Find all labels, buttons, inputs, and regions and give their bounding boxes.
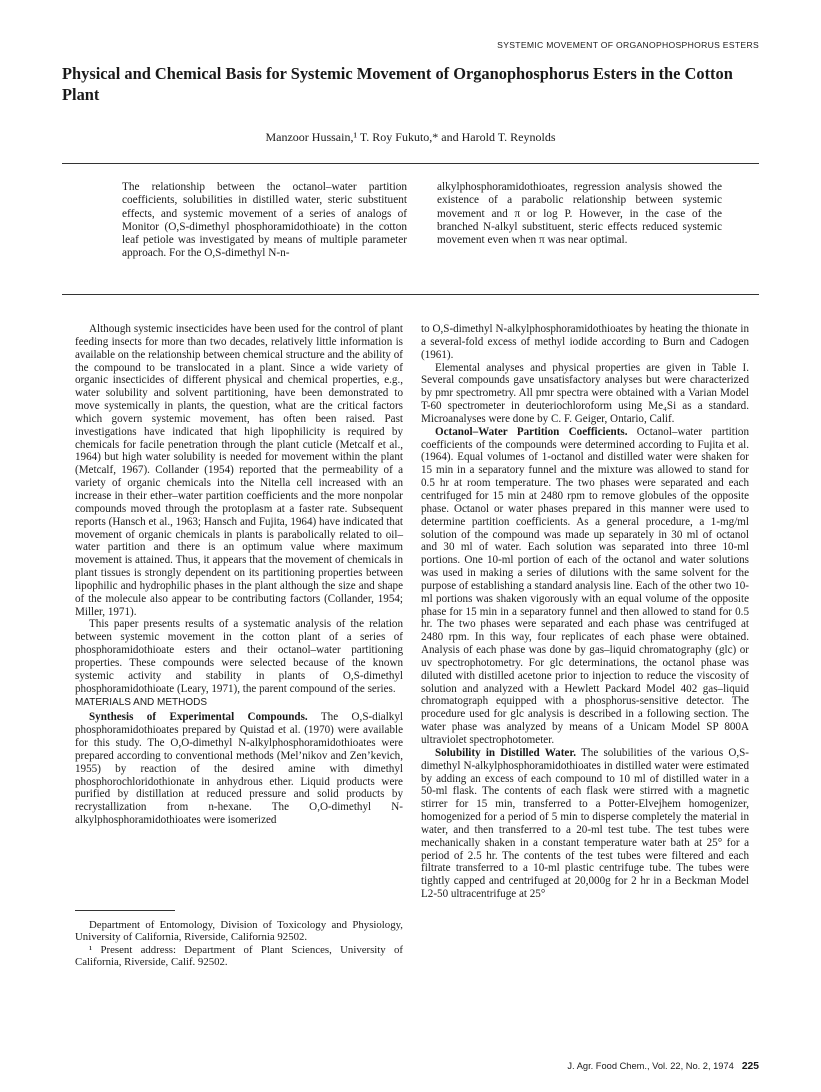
abstract-bottom-rule	[62, 294, 759, 295]
abstract-text-left: The relationship between the octanol–water partition coefficients, solubilities in distilled water, steric substituent effects, and systemic movement of a series of analogs of Monitor (O,S-dimethyl phosphoramidothioate) in the cotton leaf petiole was investigated by means of multiple parameter approach. For the O,S-dimethyl N-n-	[122, 181, 407, 260]
article-body	[75, 323, 749, 1043]
footnotes	[75, 910, 403, 969]
journal-citation: J. Agr. Food Chem., Vol. 22, No. 2, 1974	[567, 1061, 734, 1071]
body-column-right	[421, 323, 749, 1043]
paragraph-text: The solubilities of the various O,S-dimethyl N-alkylphosphoramidothioates in distilled water were estimated by adding an excess of each compound to 10 ml of distilled water in a 50-ml flask. The contents of each flask were stirred with a magnetic stirrer for 15 min, transferred to a Potter-Elvejhem homogenizer, homogenized for a period of 5 min to disperse completely the material in water, and then transferred to a 20-ml test tube. The test tubes were mechanically shaken in a constant temperature water bath at 25° for a period of 2.5 hr. The contents of the test tubes were filtered and each filtrate transferred to a 10-ml plastic centrifuge tube. The tubes were tightly capped and centrifuged at 20,000g for 2 hr in a Beckman Model L2-50 ultracentrifuge at 25°	[421, 746, 749, 901]
footnote-rule	[75, 910, 175, 911]
page-footer	[359, 1061, 759, 1072]
paragraph	[421, 747, 749, 901]
author-line: Manzoor Hussain,¹ T. Roy Fukuto,* and Harold T. Reynolds	[265, 130, 556, 144]
paragraph-text: Octanol–water partition coefficients of the compounds were determined according to Fujita et al. (1964). Equal volumes of 1-octanol and distilled water were shaken for 15 min in a separatory funnel and the mixture was allowed to stand for 0.5 hr at room temperature. The two phases were separated and each centrifuged for 15 min at 2480 rpm to remove globules of the opposite phase. Octanol or water phases prepared in this manner were used to determine partition coefficients. As a general procedure, a 1-mg/ml solution of the compound was made up separately in 30 ml of octanol and 30 ml of water. Each solution was separated into three 10-ml portions. One 10-ml portion of each of the octanol and water solutions was used in making a series of dilutions with the same solvent for the purpose of establishing a standard analysis line. Each of the other two 10-ml portions was shaken vigorously with an equal volume of the opposite phase for 15 min in a separatory funnel and then allowed to stand for 0.5 hr. The two phases were separated and each phase was centrifuged at 2480 rpm. In this way, four replicates of each phase were obtained. Analysis of each phase was done by gas–liquid chromatography (glc) or uv spectrophotometry. For glc determinations, the octanol phase was diluted with distilled acetone prior to injection to reduce the viscosity of solution and analyzed with a Hewlett Packard Model 402 gas–liquid chromatograph equipped with a phosphorus-sensitive detector. The procedure used for glc analysis is described in a following section. The water phase was analyzed by means of a Unicam Model SP 800A ultraviolet spectrophotometer.	[421, 425, 749, 746]
paragraph-text: The O,S-dialkyl phosphoramidothioates prepared by Quistad et al. (1970) were available for this study. The O,O-dimethyl N-alkylphosphoramidothioates were prepared according to conventional methods (Mel’nikov and Zen’kevich, 1955) by reaction of the desired amine with dimethyl phosphorochloridothionate in anhydrous ether. Liquid products were purified by distillation at reduced pressure and solid products by recrystallization from n-hexane. The O,O-dimethyl N-alkylphosphoramidothioates were isomerized	[75, 711, 403, 827]
page-number: 225	[741, 1061, 759, 1072]
abstract-right-column	[437, 181, 722, 261]
run-in-heading: Octanol–Water Partition Coefficients.	[435, 425, 628, 438]
body-column-left	[75, 323, 403, 1043]
paragraph	[75, 711, 403, 827]
paragraph: This paper presents results of a systematic analysis of the relation between systemic movement in the cotton plant of a series of phosphoramidothioate esters and their octanol–water partitioning properties. These compounds were selected because of the known systemic activity and stability in plants of O,S-dimethyl phosphoramidothioate (Leary, 1971), the parent compound of the series.	[75, 618, 403, 695]
paragraph: Although systemic insecticides have been used for the control of plant feeding insects for more than two decades, relatively little information is available on the relationship between chemical structure and the ability of the compound to be translocated in a plant. Since a wide variety of organic insecticides of different physical and chemical properties, e.g., water solubility and solvent partitioning, have been demonstrated to move systemically in plants, the question, what are the critical factors which govern systemic movement, has often been raised. Past investigations have indicated that high lipophilicity is required by chemicals for facile penetration through the plant cuticle (Metcalf et al., 1964) but high water solubility is needed for movement within the plant (Metcalf, 1967). Collander (1954) reported that the permeability of a variety of organic chemicals into the Nitella cell increased with an increase in their ether–water partition coefficients and the more nonpolar compounds moved through the protoplasm at a faster rate. Subsequent reports (Hansch et al., 1963; Hansch and Fujita, 1964) have indicated that movement of organic chemicals in plants is parabolically related to oil–water partition and there is an optimum value where maximum movement is attained. Thus, it appears that the movement of chemicals in plant tissues is strongly dependent on its partitioning properties between lipophilic and hydrophilic phases in the plant although the size and shape of the molecule also appear to be contributing factors (Collander, 1954; Miller, 1971).	[75, 323, 403, 618]
paragraph: Elemental analyses and physical properties are given in Table I. Several compounds gave unsatisfactory analyses but were characterized by pmr spectrometry. All pmr spectra were obtained with a Varian Model T-60 spectrometer in deuteriochloroform using Me₄Si as a standard. Microanalyses were done by C. F. Geiger, Ontario, Calif.	[421, 361, 749, 425]
abstract-text-right: alkylphosphoramidothioates, regression analysis showed the existence of a parabolic relationship between systemic movement and π or log P. However, in the case of the branched N-alkyl substituent, steric effects reduced systemic movement even when π was near optimal.	[437, 181, 722, 247]
paragraph: to O,S-dimethyl N-alkylphosphoramidothioates by heating the thionate in a several-fold excess of methyl iodide according to Burn and Cadogen (1961).	[421, 323, 749, 361]
present-address-footnote: ¹ Present address: Department of Plant Sciences, University of California, Riverside, Calif. 92502.	[75, 943, 403, 969]
abstract	[122, 181, 722, 261]
abstract-top-rule	[62, 163, 759, 164]
section-heading-materials-methods: MATERIALS AND METHODS	[75, 697, 208, 709]
abstract-left-column	[122, 181, 407, 261]
run-in-heading: Solubility in Distilled Water.	[435, 746, 577, 759]
article-title: Physical and Chemical Basis for Systemic Movement of Organophosphorus Esters in the Cotton Plant	[62, 64, 733, 104]
affiliation-footnote: Department of Entomology, Division of Toxicology and Physiology, University of California, Riverside, California 92502.	[75, 919, 403, 944]
run-in-heading: Synthesis of Experimental Compounds.	[89, 711, 308, 724]
paragraph	[421, 426, 749, 747]
running-head: SYSTEMIC MOVEMENT OF ORGANOPHOSPHORUS ESTERS	[497, 40, 759, 50]
